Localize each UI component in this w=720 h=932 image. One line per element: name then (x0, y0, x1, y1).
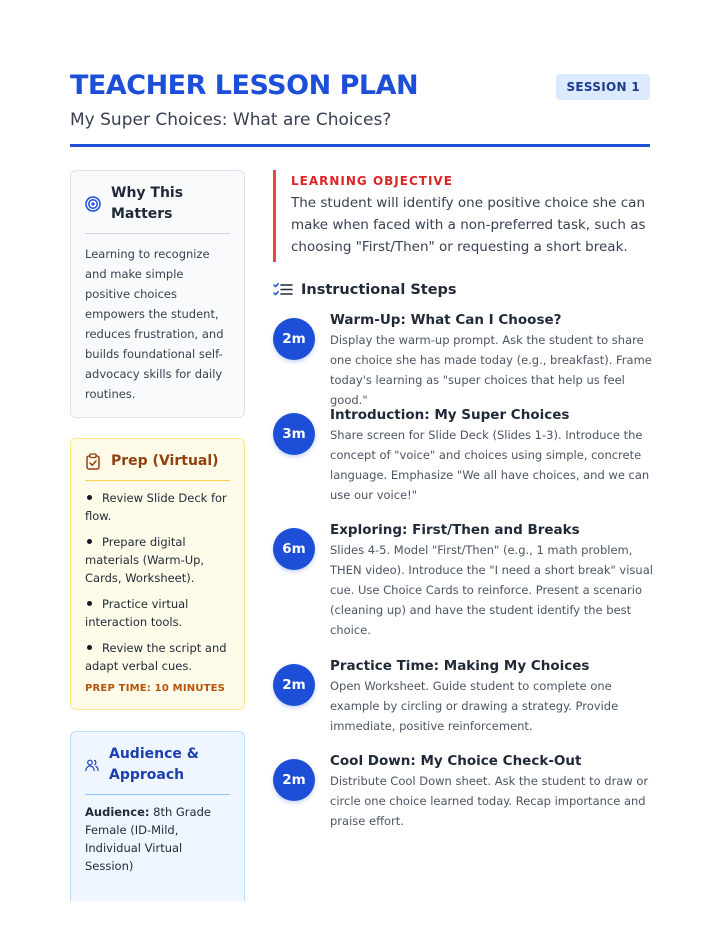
instructional-steps-header (273, 282, 457, 298)
learning-objective (273, 170, 651, 262)
step-content (330, 751, 653, 831)
list-item (85, 489, 230, 525)
target-icon (85, 196, 101, 212)
prep-item-label: Review Slide Deck for flow. (85, 491, 227, 523)
bullet-icon (87, 601, 92, 606)
step-time-badge: 3m (273, 413, 315, 455)
prep-item-label: Practice virtual interaction tools. (85, 597, 189, 629)
step-time-badge: 2m (273, 318, 315, 360)
objective-text: The student will identify one positive choice she can make when faced with a non-preferred task, such as choosing "First/Then" or requesting a short break. (291, 195, 646, 255)
step-title: Practice Time: Making My Choices (330, 658, 590, 674)
audience-text: 8th Grade Female (ID-Mild, Individual Virtual Session) (85, 805, 211, 873)
audience-card-header (85, 744, 230, 795)
instructional-steps-title: Instructional Steps (301, 282, 457, 298)
why-card-title: Why This Matters (111, 185, 184, 222)
step-content (330, 656, 653, 736)
audience-card-body (85, 803, 230, 875)
prep-item-label: Review the script and adapt verbal cues. (85, 641, 227, 673)
session-badge: SESSION 1 (556, 74, 650, 100)
why-card-header (85, 183, 230, 234)
why-card-body: Learning to recognize and make simple positive choices empowers the student, reduces frustration, and builds foundational self-advocacy skills for daily routines. (85, 247, 224, 401)
prep-list (85, 489, 230, 675)
page-header (70, 70, 650, 134)
step-time-badge: 6m (273, 528, 315, 570)
step-description: Distribute Cool Down sheet. Ask the student to draw or circle one choice learned today. Recap importance and praise effort. (330, 774, 649, 828)
step-time-badge: 2m (273, 759, 315, 801)
header-divider (70, 144, 650, 147)
prep-card (70, 438, 245, 710)
step-title: Cool Down: My Choice Check-Out (330, 753, 582, 769)
step-title: Warm-Up: What Can I Choose? (330, 312, 562, 328)
step-time-badge: 2m (273, 664, 315, 706)
step-description: Slides 4-5. Model "First/Then" (e.g., 1 math problem, THEN video). Introduce the "I need a short break" visual cue. Use Choice Cards to reinforce. Present a scenario (cleaning up) and have the student identify the best choice. (330, 543, 653, 637)
bullet-icon (87, 645, 92, 650)
prep-item-label: Prepare digital materials (Warm-Up, Cards, Worksheet). (85, 535, 205, 585)
prep-time: PREP TIME: 10 MINUTES (85, 683, 226, 694)
step-content (330, 405, 653, 505)
list-item (85, 595, 230, 631)
list-item (85, 639, 230, 675)
objective-label: LEARNING OBJECTIVE (291, 174, 453, 188)
step-content (330, 520, 653, 640)
step-content (330, 310, 653, 410)
audience-card (70, 731, 245, 901)
bullet-icon (87, 539, 92, 544)
bullet-icon (87, 495, 92, 500)
users-icon (85, 758, 99, 772)
step-title: Exploring: First/Then and Breaks (330, 522, 580, 538)
prep-card-title: Prep (Virtual) (111, 453, 219, 469)
step-title: Introduction: My Super Choices (330, 407, 570, 423)
page-subtitle: My Super Choices: What are Choices? (70, 110, 392, 130)
step-description: Open Worksheet. Guide student to complete one example by circling or drawing a strategy. Provide immediate, positive reinforcement. (330, 679, 619, 733)
why-this-matters-card (70, 170, 245, 418)
step-description: Share screen for Slide Deck (Slides 1-3). Introduce the concept of "voice" and choices using simple, concrete language. Emphasize "We all have choices, and we can use our voice!" (330, 428, 650, 502)
list-check-icon (273, 282, 293, 298)
prep-card-header (85, 451, 230, 481)
clipboard-check-icon (85, 453, 101, 470)
audience-label: Audience: (85, 805, 150, 819)
page-title: TEACHER LESSON PLAN (70, 70, 419, 101)
audience-card-title: Audience & Approach (109, 746, 199, 783)
list-item (85, 533, 230, 587)
step-description: Display the warm-up prompt. Ask the student to share one choice she has made today (e.g., breakfast). Frame today's learning as "super choices that help us feel good." (330, 333, 652, 407)
